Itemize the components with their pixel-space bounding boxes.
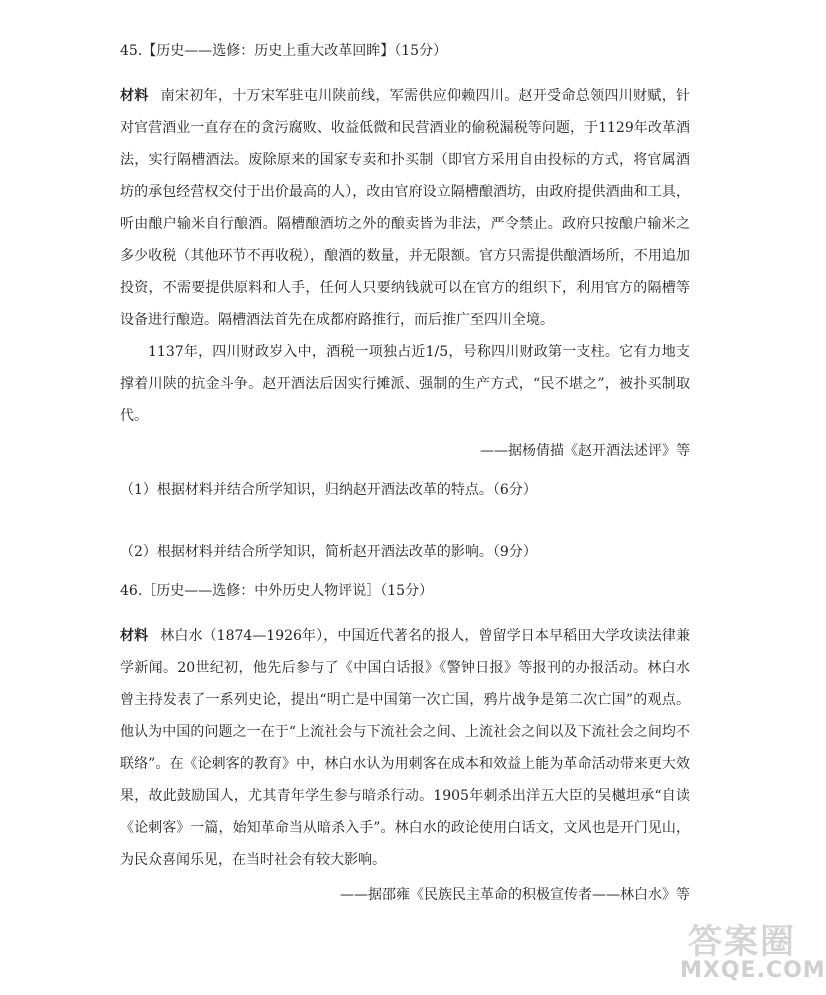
question-45-subquestion-1: （1）根据材料并结合所学知识，归纳赵开酒法改革的特点。（6分）: [120, 482, 537, 498]
material-label: 材料: [120, 628, 149, 644]
question-45-paragraph-2: 1137年，四川财政岁入中，酒税一项独占近1/5，号称四川财政第一支柱。它有力地支撑着川陕的抗金斗争。赵开酒法后因实行摊派、强制的生产方式，“民不堪之”，被扑买制取代。: [120, 344, 690, 424]
question-45-material: [120, 80, 690, 336]
question-46-title: 46.［历史——选修：中外历史人物评说］（15分）: [120, 583, 434, 599]
question-45-title: 45.【历史——选修：历史上重大改革回眸】（15分）: [120, 43, 448, 59]
question-46: [120, 580, 690, 910]
question-45-source: ——据杨倩描《赵开酒法述评》等: [480, 443, 690, 459]
material-label: 材料: [120, 88, 149, 104]
watermark-logo: [672, 914, 826, 989]
question-45: [120, 40, 690, 564]
question-46-material-text: 林白水（1874—1926年），中国近代著名的报人，曾留学日本早稻田大学攻读法律兼学新闻。20世纪初，他先后参与了《中国白话报》《警钟日报》等报刊的办报活动。林白水曾主持发表了一系列史论，提出“明亡是中国第一次亡国，鸦片战争是第二次亡国”的观点。他认为中国的问题之一在于“上流社会与下流社会之间、上流社会之间以及下流社会之间均不联络”。在《论刺客的教育》中，林白水认为用刺客在成本和效益上能为革命活动带来更大效果，故此鼓励国人，尤其青年学生参与暗杀行动。1905年刺杀出洋五大臣的吴樾坦承“自读《论刺客》一篇，始知革命当从暗杀入手”。林白水的政论使用白话文，文风也是开门见山，为民众喜闻乐见，在当时社会有较大影响。: [120, 628, 691, 868]
question-45-subquestion-2: （2）根据材料并结合所学知识，简析赵开酒法改革的影响。（9分）: [120, 544, 537, 560]
watermark-main-text: 答案圈: [688, 922, 796, 962]
watermark-site-text: MXQE.COM: [680, 958, 826, 983]
question-46-source: ——据邵雍《民族民主革命的积极宣传者——林白水》等: [340, 887, 690, 903]
question-46-material: [120, 620, 690, 876]
question-45-material-text: 南宋初年，十万宋军驻屯川陕前线，军需供应仰赖四川。赵开受命总领四川财赋，针对官营酒业一直存在的贪污腐败、收益低微和民营酒业的偷税漏税等问题，于1129年改革酒法，实行隔槽酒法。废除原来的国家专卖和扑买制（即官方采用自由投标的方式，将官属酒坊的承包经营权交付于出价最高的人），改由官府设立隔槽酿酒坊，由政府提供酒曲和工具，听由酿户输米自行酿酒。隔槽酿酒坊之外的酿卖皆为非法，严令禁止。政府只按酿户输米之多少收税（其他环节不再收税），酿酒的数量，并无限额。官方只需提供酿酒场所，不用追加投资，不需要提供原料和人手，任何人只要纳钱就可以在官方的组织下，利用官方的隔槽等设备进行酿造。隔槽酒法首先在成都府路推行，而后推广至四川全境。: [120, 88, 691, 328]
